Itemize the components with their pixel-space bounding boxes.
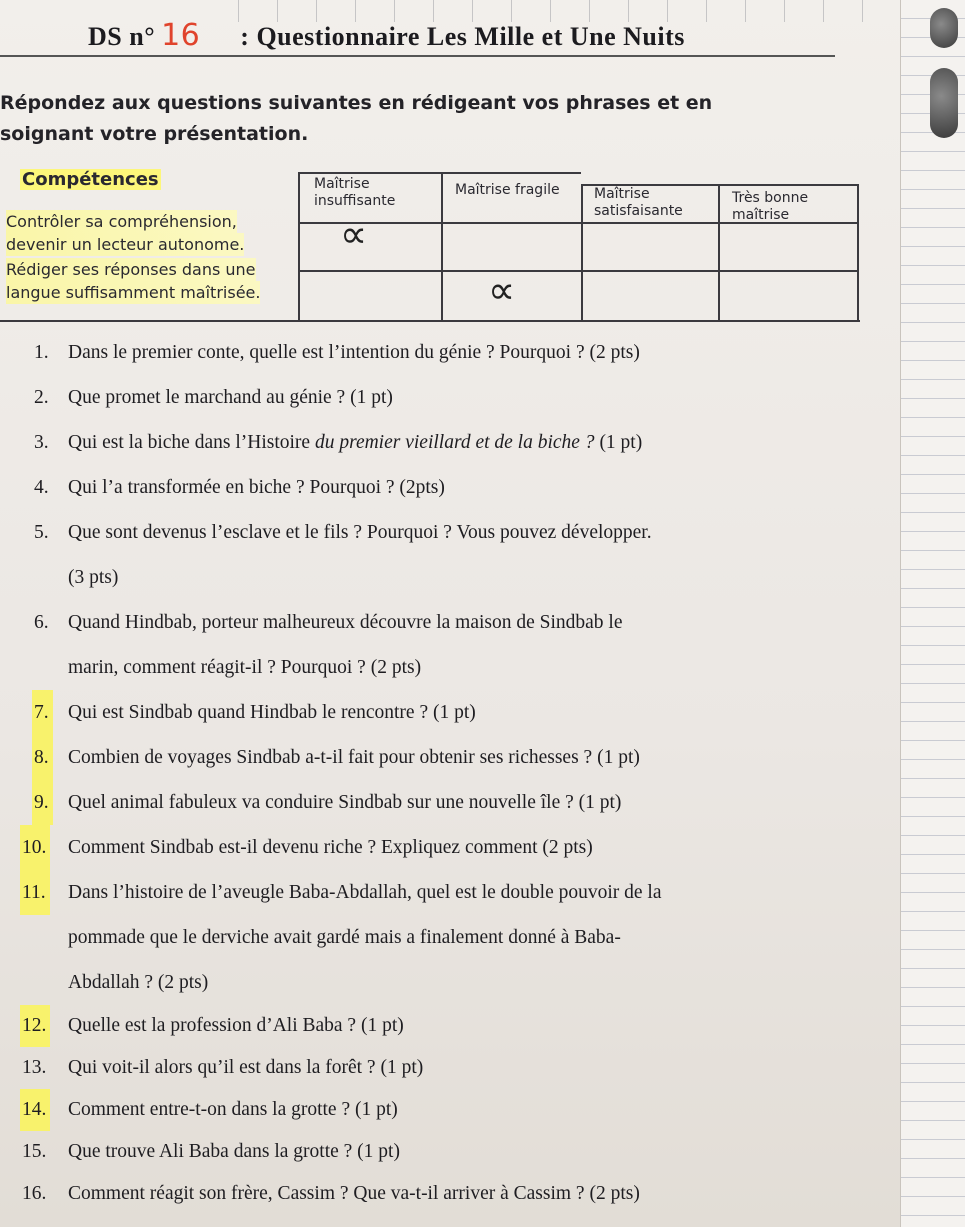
table-border xyxy=(298,172,441,174)
handwritten-mark: ∝ xyxy=(488,268,516,312)
binder-ring-icon xyxy=(930,68,958,138)
header-divider xyxy=(0,55,835,57)
table-border xyxy=(718,184,720,322)
question-item: 8. Combien de voyages Sindbab a-t-il fait pour obtenir ses richesses ? (1 pt) xyxy=(22,735,812,780)
table-border xyxy=(441,172,443,322)
table-border xyxy=(298,270,859,272)
column-header: Maîtrise fragile xyxy=(455,182,560,198)
notebook-margin xyxy=(900,0,965,1227)
competences-table xyxy=(0,166,860,324)
question-item: 11. Dans l’histoire de l’aveugle Baba-Abdallah, quel est le double pouvoir de la xyxy=(22,870,812,915)
question-item: 2. Que promet le marchand au génie ? (1 pt) xyxy=(34,387,393,408)
question-item: 10. Comment Sindbab est-il devenu riche ? Expliquez comment (2 pts) xyxy=(22,825,812,870)
question-item: 4. Qui l’a transformée en biche ? Pourquoi ? (2pts) xyxy=(34,477,445,498)
question-item: 15. Que trouve Ali Baba dans la grotte ? (1 pt) xyxy=(22,1141,400,1162)
table-border xyxy=(441,172,581,174)
question-item: 5. Que sont devenus l’esclave et le fils ? Pourquoi ? Vous pouvez développer. xyxy=(34,522,652,543)
question-item: 3. Qui est la biche dans l’Histoire du premier vieillard et de la biche ? (1 pt) xyxy=(34,432,643,453)
row-label: langue suffisamment maîtrisée. xyxy=(6,283,261,302)
binder-ring-icon xyxy=(930,8,958,48)
page-title xyxy=(88,18,685,53)
table-border xyxy=(0,320,860,322)
table-border xyxy=(298,172,300,322)
row-label: devenir un lecteur autonome. xyxy=(6,235,245,254)
table-border xyxy=(581,184,583,322)
question-item: 6. Quand Hindbab, porteur malheureux découvre la maison de Sindbab le xyxy=(34,612,623,633)
question-continuation: (3 pts) xyxy=(68,567,119,588)
row-label: Rédiger ses réponses dans une xyxy=(6,260,256,279)
column-header: Très bonne maîtrise xyxy=(732,190,809,223)
question-continuation: pommade que le derviche avait gardé mais a finalement donné à Baba- xyxy=(68,927,621,948)
question-list xyxy=(22,330,812,1215)
row-label: Contrôler sa compréhension, xyxy=(6,212,237,231)
test-number: 16 xyxy=(161,18,201,53)
question-item: 7. Qui est Sindbab quand Hindbab le rencontre ? (1 pt) xyxy=(22,690,812,735)
test-title: : Questionnaire Les Mille et Une Nuits xyxy=(240,22,685,51)
question-item: 9. Quel animal fabuleux va conduire Sindbab sur une nouvelle île ? (1 pt) xyxy=(22,780,812,825)
question-item: 16. Comment réagit son frère, Cassim ? Que va-t-il arriver à Cassim ? (2 pts) xyxy=(22,1183,640,1204)
handwritten-mark: ∝ xyxy=(340,212,368,256)
question-continuation: Abdallah ? (2 pts) xyxy=(68,972,209,993)
question-item: 1. Dans le premier conte, quelle est l’intention du génie ? Pourquoi ? (2 pts) xyxy=(34,342,640,363)
test-prefix: DS n° xyxy=(88,22,156,51)
instructions: Répondez aux questions suivantes en rédigeant vos phrases et en soignant votre présentation. xyxy=(0,92,713,145)
column-header: Maîtrise satisfaisante xyxy=(594,186,683,219)
question-continuation: marin, comment réagit-il ? Pourquoi ? (2 pts) xyxy=(68,657,422,678)
question-item: 13. Qui voit-il alors qu’il est dans la forêt ? (1 pt) xyxy=(22,1057,424,1078)
table-border xyxy=(857,184,859,322)
column-header: Maîtrise insuffisante xyxy=(314,176,396,209)
question-item: 14. Comment entre-t-on dans la grotte ? (1 pt) xyxy=(22,1089,812,1131)
question-item: 12. Quelle est la profession d’Ali Baba ? (1 pt) xyxy=(22,1005,812,1047)
competences-title: Compétences xyxy=(22,169,159,190)
